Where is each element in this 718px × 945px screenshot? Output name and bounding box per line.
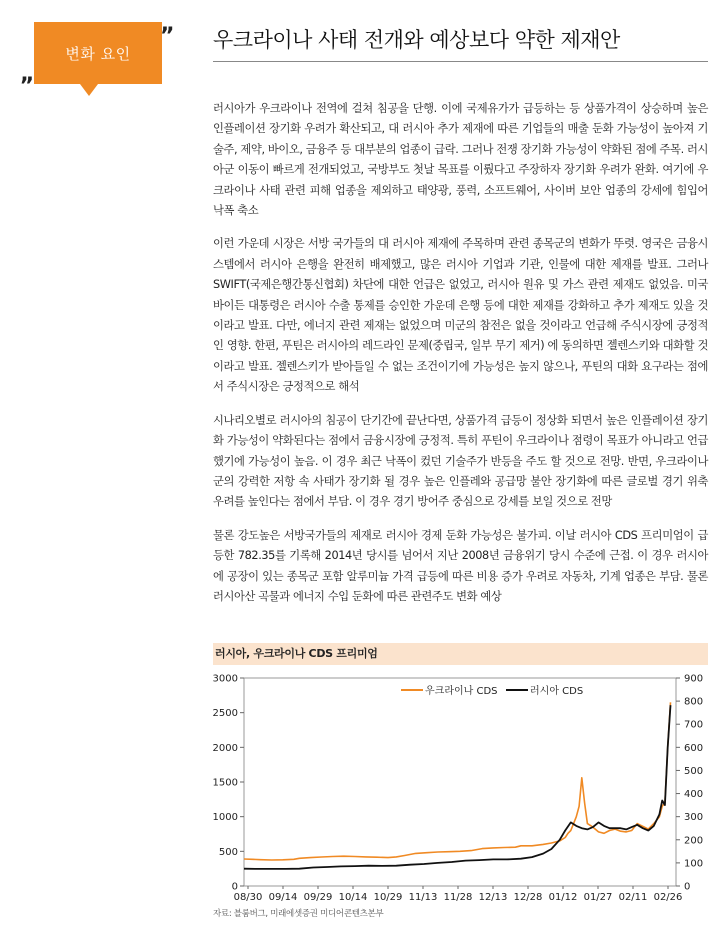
section-callout bbox=[34, 22, 162, 84]
right-tick-label: 0 bbox=[684, 881, 691, 893]
right-tick-label: 600 bbox=[684, 742, 704, 754]
legend-label-russia: 러시아 CDS bbox=[530, 686, 584, 697]
open-quote-mark: „ bbox=[20, 62, 35, 87]
x-tick-label: 09/14 bbox=[268, 892, 298, 903]
paragraph-3: 시나리오별로 러시아의 침공이 단기간에 끝난다면, 상품가격 급등이 정상화 되면서 높은 인플레이션 장기화 가능성이 약화된다는 점에서 금융시장에 긍정적. 특히 푸틴이 우크라이나 점령이 목표가 아니라고 언급했기에 가능성이 높음. 이 경우 최근 낙폭이 컸던 기술주가 반등을 주도 할 것으로 전망. 반면, 우크라이나군의 강력한 저항 속 사태가 장기화 될 경우 높은 인플레와 공급망 불안 장기화에 따른 글로벌 경기 위축 우려를 높인다는 점에서 부담. 이 경우 경기 방어주 중심으로 강세를 보일 것으로 전망 bbox=[213, 413, 708, 509]
x-tick-label: 02/11 bbox=[618, 892, 648, 903]
x-tick-label: 12/28 bbox=[513, 892, 543, 903]
right-tick-label: 400 bbox=[684, 789, 704, 801]
right-tick-label: 500 bbox=[684, 765, 704, 777]
left-tick-label: 3000 bbox=[212, 673, 238, 685]
cds-chart bbox=[206, 668, 706, 906]
series-line-russia bbox=[244, 705, 671, 869]
right-tick-label: 300 bbox=[684, 812, 704, 824]
plot-frame bbox=[244, 678, 676, 886]
x-tick-label: 11/13 bbox=[408, 892, 438, 903]
chart-title: 러시아, 우크라이나 CDS 프리미엄 bbox=[213, 643, 708, 665]
title-divider bbox=[213, 61, 708, 62]
right-tick-label: 900 bbox=[684, 673, 704, 685]
left-tick-label: 500 bbox=[218, 846, 238, 858]
x-tick-label: 11/28 bbox=[443, 892, 473, 903]
legend-label-ukraine: 우크라이나 CDS bbox=[425, 686, 498, 697]
paragraph-1: 러시아가 우크라이나 전역에 걸쳐 침공을 단행. 이에 국제유가가 급등하는 등 상품가격이 상승하며 높은 인플레이션 장기화 우려가 확산되고, 대 러시아 추가 제재에 따른 기업들의 매출 둔화 가능성이 높아져 기술주, 제약, 바이오, 금융주 등 대부분의 업종이 급락. 그러나 전쟁 장기화 가능성이 약화된 점에 주목. 러시아군 이동이 빠르게 전개되었고, 국방부도 첫날 목표를 이뤘다고 주장하자 장기화 우려가 완화. 여기에 우크라이나 사태 관련 피해 업종을 제외하고 태양광, 풍력, 소프트웨어, 사이버 보안 업종의 강세에 힘입어 낙폭 축소 bbox=[213, 102, 708, 218]
close-quote-mark: ” bbox=[160, 24, 175, 49]
paragraph-4: 물론 강도높은 서방국가들의 제재로 러시아 경제 둔화 가능성은 불가피. 이날 러시아 CDS 프리미엄이 급등한 782.35를 기록해 2014년 당시를 넘어서 지난 2008년 금융위기 당시 수준에 근접. 이 경우 러시아에 공장이 있는 종목군 포함 알루미늄 가격 급등에 따른 비용 증가 우려로 자동차, 기계 업종은 부담. 물론 러시아산 곡물과 에너지 수입 둔화에 따른 관련주도 변화 예상 bbox=[213, 528, 708, 603]
paragraph-2: 이런 가운데 시장은 서방 국가들의 대 러시아 제재에 주목하며 관련 종목군의 변화가 뚜렷. 영국은 금융시스템에서 러시아 은행을 완전히 배제했고, 많은 러시아 기업과 기관, 인물에 대한 제재를 발표. 그러나 SWIFT(국제은행간통신협회) 차단에 대한 언급은 없었고, 러시아 원유 및 가스 관련 제재도 없었음. 미국 바이든 대통령은 러시아 수출 통제를 승인한 가운데 은행 등에 대한 제재를 강화하고 추가 제재도 있을 것이라고 발표. 다만, 에너지 관련 제재는 없었으며 미군의 참전은 없을 것이라고 언급해 주식시장에 긍정적인 영향. 한편, 푸틴은 러시아의 레드라인 문제(중립국, 일부 무기 제거) 에 동의하면 젤렌스키와 대화할 것이라고 발표. 젤렌스키가 받아들일 수 없는 조건이기에 가능성은 높지 않으나, 푸틴의 대화 요구라는 점에서 주식시장은 긍정적으로 해석 bbox=[213, 237, 708, 394]
left-tick-label: 0 bbox=[231, 881, 238, 893]
callout-label: 변화 요인 bbox=[65, 44, 131, 63]
x-tick-label: 09/29 bbox=[303, 892, 333, 903]
article-body bbox=[213, 99, 708, 620]
section-title: 우크라이나 사태 전개와 예상보다 약한 제재안 bbox=[213, 28, 620, 52]
right-tick-label: 700 bbox=[684, 719, 704, 731]
x-tick-label: 10/29 bbox=[373, 892, 403, 903]
callout-tail bbox=[80, 84, 98, 96]
right-tick-label: 200 bbox=[684, 835, 704, 847]
right-tick-label: 100 bbox=[684, 858, 704, 870]
left-tick-label: 1000 bbox=[212, 812, 238, 824]
x-tick-label: 12/13 bbox=[478, 892, 508, 903]
series-line-ukraine bbox=[244, 702, 671, 860]
x-tick-label: 01/12 bbox=[548, 892, 578, 903]
source-note: 자료: 블룸버그, 미래에셋증권 미디어콘텐츠본부 bbox=[213, 909, 384, 919]
left-tick-label: 2000 bbox=[212, 742, 238, 754]
x-tick-label: 08/30 bbox=[233, 892, 263, 903]
right-tick-label: 800 bbox=[684, 696, 704, 708]
x-tick-label: 10/14 bbox=[338, 892, 368, 903]
x-tick-label: 02/26 bbox=[653, 892, 683, 903]
left-tick-label: 2500 bbox=[212, 708, 238, 720]
x-tick-label: 01/27 bbox=[583, 892, 613, 903]
left-tick-label: 1500 bbox=[212, 777, 238, 789]
